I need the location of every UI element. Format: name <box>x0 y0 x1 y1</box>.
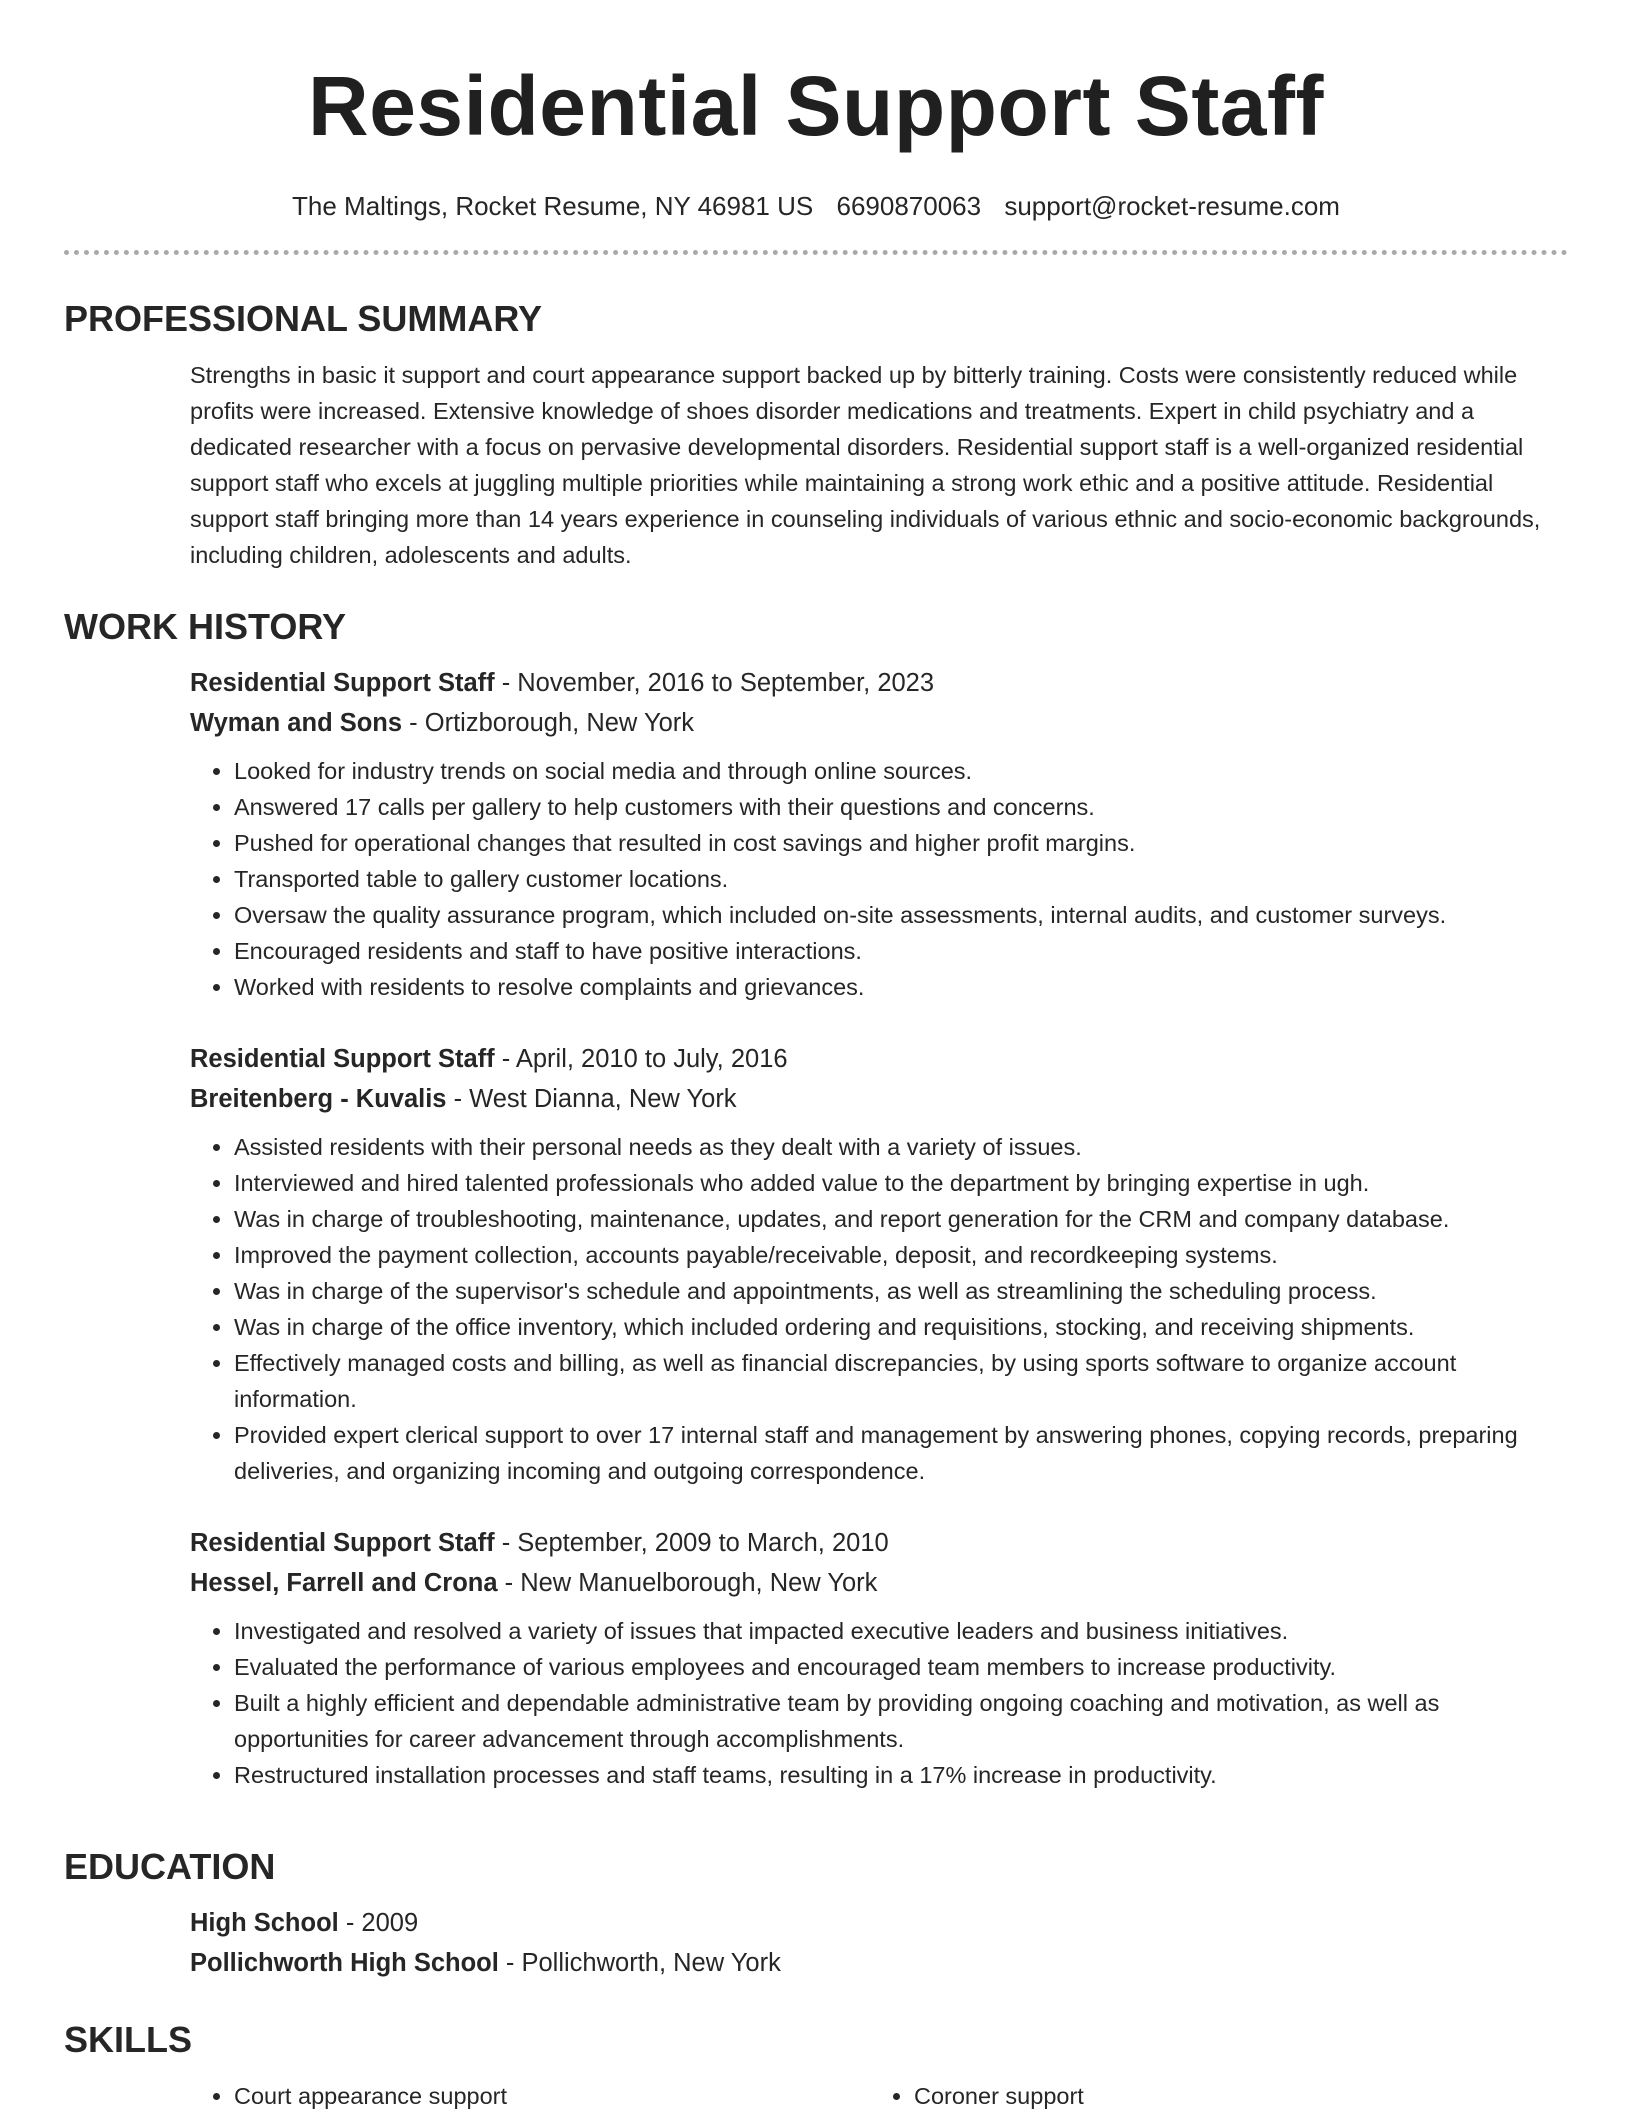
education-school: Pollichworth High School <box>190 1949 499 1977</box>
skills-section <box>64 2018 1568 2114</box>
job-role: Residential Support Staff <box>190 1045 495 1073</box>
skill-item: • Court appearance support <box>234 2078 870 2114</box>
bullet-item: • Improved the payment collection, accounts payable/receivable, deposit, and recordkeeping systems. <box>234 1237 1568 1273</box>
job-entry <box>190 1523 1568 1793</box>
skills-column-right <box>870 2078 1550 2114</box>
education-entry <box>190 1903 1568 1983</box>
skill-item: • Coroner support <box>914 2078 1550 2114</box>
job-title-line <box>190 1039 1568 1079</box>
education-year: - 2009 <box>338 1909 419 1937</box>
section-title-education: EDUCATION <box>64 1846 276 1887</box>
skills-columns <box>190 2078 1568 2114</box>
section-title-work-history: WORK HISTORY <box>64 606 347 647</box>
education-degree-line <box>190 1903 1568 1943</box>
work-history-section <box>64 605 1568 1793</box>
skills-body <box>190 2078 1568 2114</box>
education-school-line <box>190 1943 1568 1983</box>
summary-body <box>190 357 1568 573</box>
education-section <box>64 1845 1568 1983</box>
bullet-item: • Worked with residents to resolve complaints and grievances. <box>234 969 1568 1005</box>
job-title-line <box>190 663 1568 703</box>
bullet-item: • Evaluated the performance of various employees and encouraged team members to increase productivity. <box>234 1649 1568 1685</box>
job-company: Hessel, Farrell and Crona <box>190 1569 498 1597</box>
job-entry <box>190 1039 1568 1489</box>
job-role: Residential Support Staff <box>190 1529 495 1557</box>
job-company-line <box>190 1079 1568 1119</box>
job-dates: - April, 2010 to July, 2016 <box>494 1045 788 1073</box>
section-title-summary: PROFESSIONAL SUMMARY <box>64 298 543 339</box>
bullet-item: • Built a highly efficient and dependable administrative team by providing ongoing coaching and motivation, as well as opportunities for career advancement through accomplishments. <box>234 1685 1568 1757</box>
bullet-item: • Was in charge of the supervisor's schedule and appointments, as well as streamlining the scheduling process. <box>234 1273 1568 1309</box>
summary-text: Strengths in basic it support and court appearance support backed up by bitterly training. Costs were consistently reduced while profits were increased. Extensive knowledge of shoes disorder medications and treatments. Expert in child psychiatry and a dedicated researcher with a focus on pervasive developmental disorders. Residential support staff is a well-organized residential support staff who excels at juggling multiple priorities while maintaining a strong work ethic and a positive attitude. Residential support staff bringing more than 14 years experience in counseling individuals of various ethnic and socio-economic backgrounds, including children, adolescents and adults. <box>190 362 1541 568</box>
bullet-item: • Looked for industry trends on social media and through online sources. <box>234 753 1568 789</box>
section-title-skills: SKILLS <box>64 2019 193 2060</box>
bullet-item: • Oversaw the quality assurance program, which included on-site assessments, internal audits, and customer surveys. <box>234 897 1568 933</box>
job-company: Wyman and Sons <box>190 709 403 737</box>
bullet-item: • Encouraged residents and staff to have positive interactions. <box>234 933 1568 969</box>
job-bullets <box>190 1129 1568 1489</box>
resume-header <box>0 0 1632 222</box>
contact-address: The Maltings, Rocket Resume, NY 46981 US <box>292 191 814 221</box>
job-company: Breitenberg - Kuvalis <box>190 1085 447 1113</box>
bullet-item: • Answered 17 calls per gallery to help customers with their questions and concerns. <box>234 789 1568 825</box>
bullet-item: • Interviewed and hired talented professionals who added value to the department by bringing expertise in ugh. <box>234 1165 1568 1201</box>
bullet-item: • Provided expert clerical support to over 17 internal staff and management by answering phones, copying records, preparing deliveries, and organizing incoming and outgoing correspondence. <box>234 1417 1568 1489</box>
candidate-name: Residential Support Staff <box>308 59 1324 153</box>
job-bullets <box>190 1613 1568 1793</box>
job-company-line <box>190 703 1568 743</box>
job-location: - Ortizborough, New York <box>402 709 695 737</box>
job-location: - West Dianna, New York <box>446 1085 737 1113</box>
job-dates: - November, 2016 to September, 2023 <box>494 669 935 697</box>
bullet-item: • Assisted residents with their personal needs as they dealt with a variety of issues. <box>234 1129 1568 1165</box>
job-role: Residential Support Staff <box>190 669 495 697</box>
education-location: - Pollichworth, New York <box>498 1949 781 1977</box>
bullet-item: • Transported table to gallery customer locations. <box>234 861 1568 897</box>
bullet-item: • Pushed for operational changes that resulted in cost savings and higher profit margins. <box>234 825 1568 861</box>
job-location: - New Manuelborough, New York <box>497 1569 878 1597</box>
job-entry <box>190 663 1568 1005</box>
contact-email: support@rocket-resume.com <box>1004 191 1340 221</box>
job-title-line <box>190 1523 1568 1563</box>
header-divider <box>64 250 1568 255</box>
bullet-item: • Effectively managed costs and billing, as well as financial discrepancies, by using sports software to organize account information. <box>234 1345 1568 1417</box>
bullet-item: • Investigated and resolved a variety of issues that impacted executive leaders and business initiatives. <box>234 1613 1568 1649</box>
job-bullets <box>190 753 1568 1005</box>
job-dates: - September, 2009 to March, 2010 <box>494 1529 889 1557</box>
bullet-item: • Was in charge of troubleshooting, maintenance, updates, and report generation for the CRM and company database. <box>234 1201 1568 1237</box>
bullet-item: • Was in charge of the office inventory, which included ordering and requisitions, stocking, and receiving shipments. <box>234 1309 1568 1345</box>
skills-column-left <box>190 2078 870 2114</box>
job-company-line <box>190 1563 1568 1603</box>
education-degree: High School <box>190 1909 339 1937</box>
contact-line <box>0 190 1632 222</box>
bullet-item: • Restructured installation processes and staff teams, resulting in a 17% increase in productivity. <box>234 1757 1568 1793</box>
summary-section <box>64 297 1568 573</box>
contact-phone: 6690870063 <box>836 191 982 221</box>
